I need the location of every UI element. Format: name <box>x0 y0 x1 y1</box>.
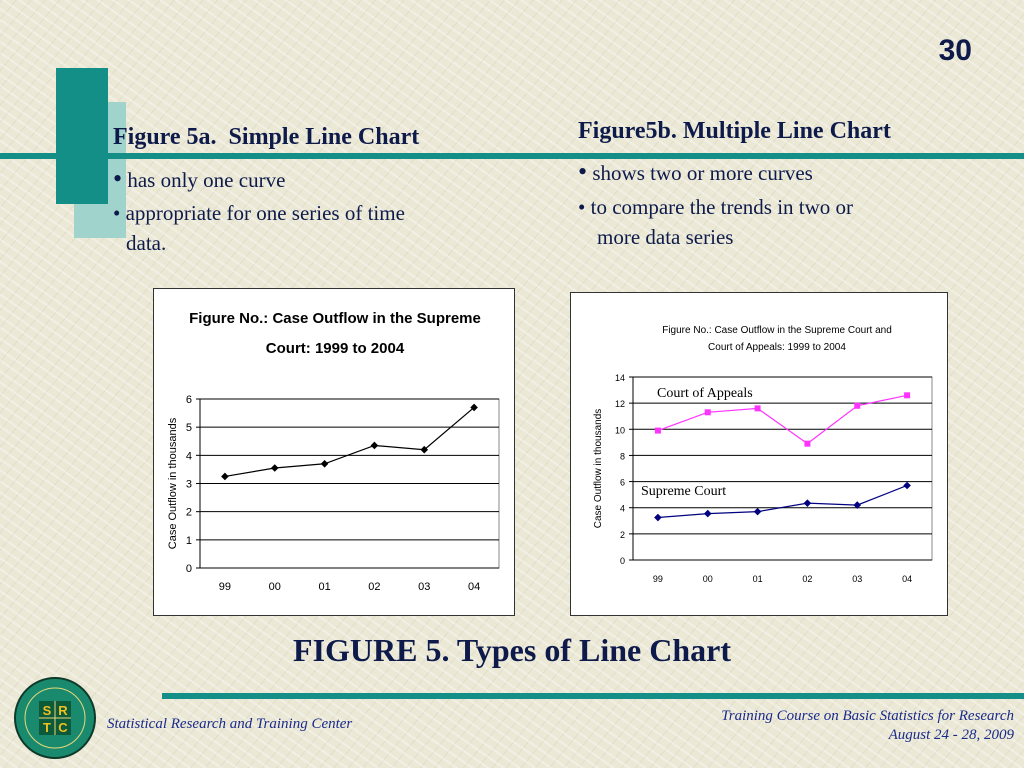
left-bullet-1 <box>113 166 285 193</box>
left-bullet-2-cont: data. <box>126 231 167 255</box>
data-point <box>271 464 279 472</box>
left-bullet-2 <box>113 200 405 226</box>
data-point <box>371 442 379 450</box>
chart-multiple-line-svg <box>571 293 947 615</box>
plot-area-frame <box>633 377 932 560</box>
bullet-dot: • <box>113 164 123 193</box>
series-label-1: Supreme Court <box>641 484 727 499</box>
right-bullet-1 <box>578 159 813 186</box>
srtc-logo <box>13 676 97 760</box>
x-tick-label: 04 <box>467 581 481 593</box>
footer-course: Training Course on Basic Statistics for Research <box>721 708 1014 724</box>
series-label-0: Court of Appeals <box>657 386 753 401</box>
chart-title-line-1: Figure No.: Case Outflow in the Supreme <box>189 310 481 327</box>
data-point <box>705 409 711 415</box>
data-point <box>804 441 810 447</box>
series-line-0 <box>225 407 474 476</box>
y-tick-label: 5 <box>185 422 192 435</box>
data-point <box>221 473 229 481</box>
right-bullet-2-cont: more data series <box>597 225 734 249</box>
logo-letter-s: S <box>42 703 52 718</box>
chart-title-line-2: Court of Appeals: 1999 to 2004 <box>708 342 846 353</box>
data-point <box>854 403 860 409</box>
main-title: FIGURE 5. Types of Line Chart <box>293 632 731 668</box>
y-tick-label: 10 <box>614 425 625 436</box>
logo-letter-r: R <box>58 703 68 718</box>
bullet-dot: • <box>578 157 588 186</box>
data-point <box>321 460 329 468</box>
data-point <box>904 392 910 398</box>
right-bullet-2-text: to compare the trends in two or <box>590 195 854 219</box>
data-point <box>655 428 661 434</box>
footer-date: August 24 - 28, 2009 <box>888 727 1014 743</box>
footer-line <box>162 693 1024 699</box>
deco-block-dark <box>56 68 108 204</box>
logo-letter-t: T <box>43 720 51 735</box>
right-bullet-2 <box>578 194 853 220</box>
y-tick-label: 1 <box>185 534 192 547</box>
data-point <box>704 510 712 518</box>
data-point <box>654 514 662 522</box>
x-tick-label: 99 <box>652 574 663 584</box>
y-tick-label: 6 <box>185 394 192 406</box>
y-tick-label: 8 <box>619 451 625 462</box>
x-tick-label: 00 <box>702 574 713 584</box>
data-point <box>903 482 911 490</box>
left-bullet-2-text: appropriate for one series of time <box>125 201 405 225</box>
y-tick-label: 0 <box>185 563 192 575</box>
bullet-dot: • <box>578 195 586 219</box>
chart-title-line-1: Figure No.: Case Outflow in the Supreme Court and <box>662 325 892 336</box>
y-tick-label: 14 <box>614 373 625 383</box>
x-tick-label: 03 <box>852 574 863 584</box>
y-axis-label: Case Outflow in thousands <box>593 408 604 529</box>
left-bullet-1-text: has only one curve <box>127 168 286 192</box>
data-point <box>754 508 762 516</box>
srtc-logo-svg <box>13 676 97 760</box>
chart-simple-line-svg <box>154 289 514 615</box>
x-tick-label: 02 <box>802 574 813 584</box>
right-heading: Figure5b. Multiple Line Chart <box>578 118 891 144</box>
left-heading: Figure 5a. Simple Line Chart <box>113 124 420 150</box>
right-bullet-1-text: shows two or more curves <box>592 161 813 185</box>
deco-top-line <box>0 153 1024 159</box>
y-tick-label: 2 <box>185 506 192 519</box>
x-tick-label: 04 <box>902 574 913 584</box>
logo-letter-c: C <box>58 720 68 735</box>
chart-simple-line <box>153 288 515 616</box>
chart-multiple-line <box>570 292 948 616</box>
y-tick-label: 4 <box>619 503 625 514</box>
footer-org: Statistical Research and Training Center <box>107 716 353 732</box>
y-tick-label: 12 <box>614 399 625 410</box>
chart-title-line-2: Court: 1999 to 2004 <box>265 340 405 357</box>
bullet-dot: • <box>113 201 121 225</box>
y-tick-label: 0 <box>619 556 625 566</box>
y-axis-label: Case Outflow in thousands <box>167 417 179 550</box>
x-tick-label: 01 <box>318 581 331 593</box>
y-tick-label: 2 <box>619 529 625 540</box>
y-tick-label: 6 <box>619 477 625 488</box>
x-tick-label: 00 <box>268 581 281 593</box>
x-tick-label: 99 <box>218 581 232 593</box>
page-number: 30 <box>938 34 972 67</box>
data-point <box>755 405 761 411</box>
x-tick-label: 03 <box>418 581 431 593</box>
x-tick-label: 02 <box>368 581 381 593</box>
series-line-0 <box>658 395 907 443</box>
y-tick-label: 3 <box>185 478 192 491</box>
x-tick-label: 01 <box>752 574 763 584</box>
data-point <box>804 499 812 507</box>
y-tick-label: 4 <box>185 450 192 463</box>
